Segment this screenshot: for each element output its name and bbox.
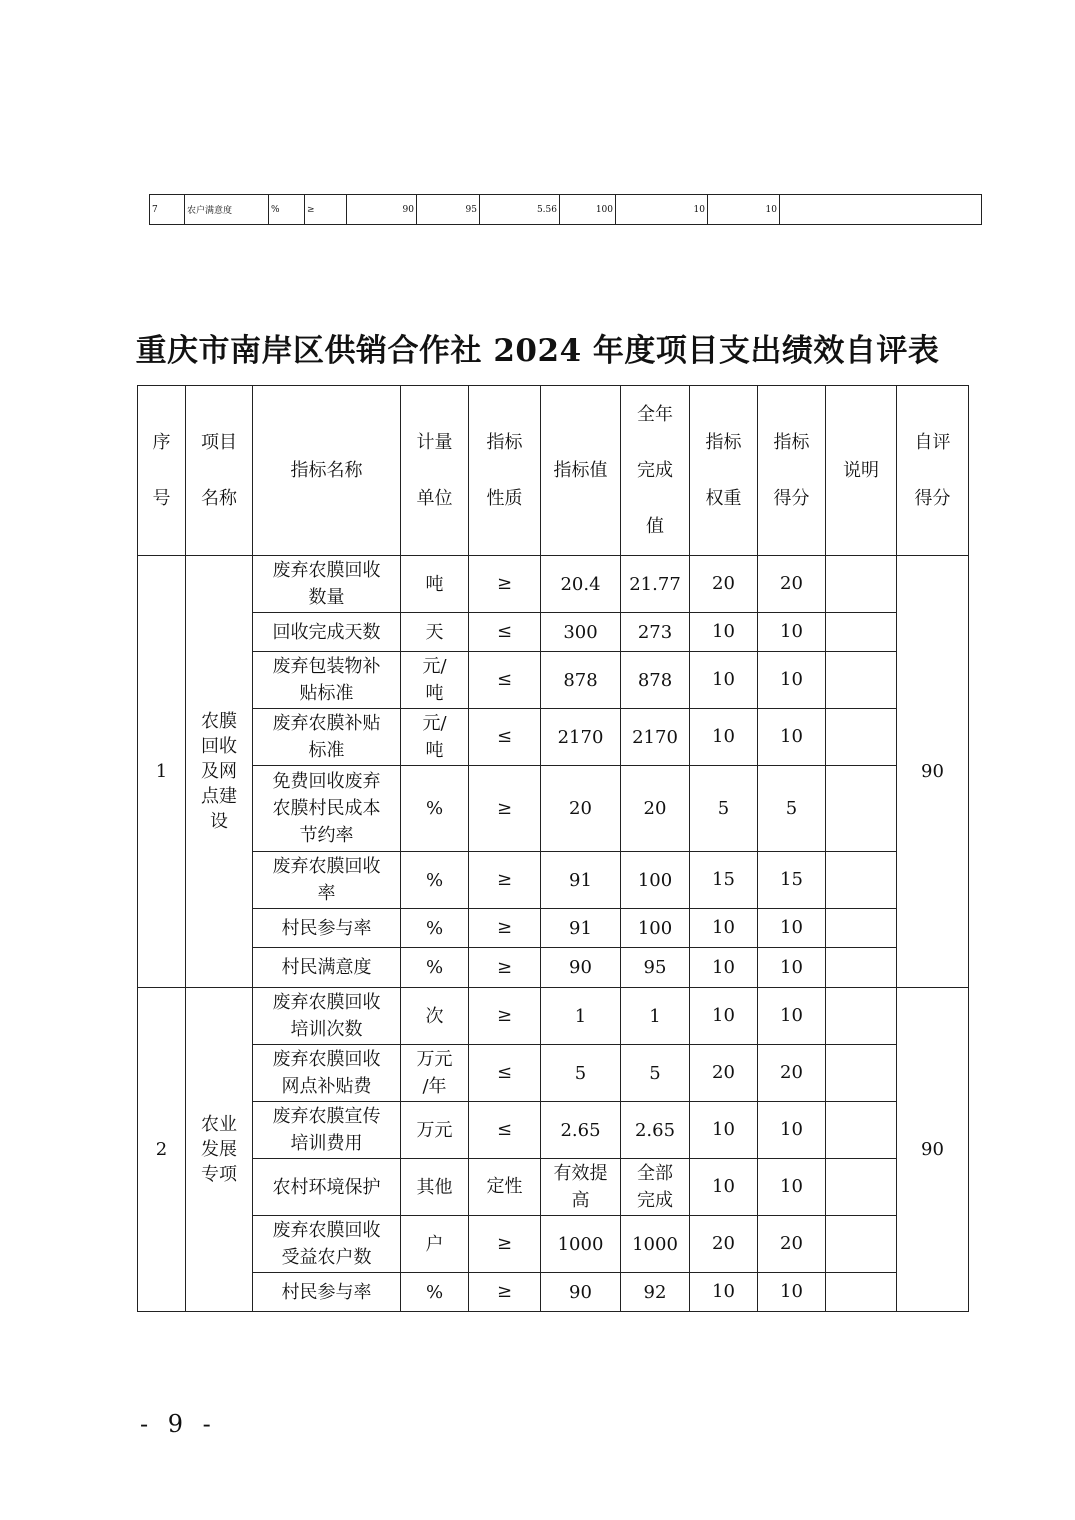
indicator-name-cell xyxy=(253,1159,401,1216)
nature-cell: ≥ xyxy=(305,195,347,225)
target-cell xyxy=(541,1273,621,1312)
weight-cell: 5 xyxy=(690,766,758,852)
indicator-name-cell-line: 网点补贴费 xyxy=(281,1076,372,1097)
actual-cell-line: 1000 xyxy=(632,1233,678,1255)
nature-cell: ≤ xyxy=(469,652,541,709)
indicator-name-cell-line: 节约率 xyxy=(299,825,354,846)
header-unit-line: 单位 xyxy=(416,487,453,509)
target-cell xyxy=(541,948,621,988)
nature-cell: ≤ xyxy=(469,1045,541,1102)
note-cell xyxy=(826,1159,897,1216)
actual-cell xyxy=(621,909,690,948)
indicator-name-cell-line: 废弃农膜回收 xyxy=(272,560,381,581)
target-cell-line: 878 xyxy=(563,669,598,691)
note-cell xyxy=(826,652,897,709)
score-cell: 20 xyxy=(758,556,826,613)
rate-cell: 100 xyxy=(560,195,616,225)
unit-cell xyxy=(401,948,469,988)
unit-cell xyxy=(401,1273,469,1312)
unit-cell xyxy=(401,852,469,909)
note-cell xyxy=(826,613,897,652)
actual-cell-line: 878 xyxy=(637,669,673,691)
table-row xyxy=(138,1216,969,1273)
actual-cell-line: 273 xyxy=(637,621,673,643)
target-cell xyxy=(541,852,621,909)
target-cell-line: 有效提 xyxy=(553,1163,608,1184)
target-cell xyxy=(541,556,621,613)
header-actual-line: 完成 xyxy=(637,459,673,481)
target-cell xyxy=(541,613,621,652)
score-cell: 10 xyxy=(708,195,780,225)
table-row xyxy=(138,948,969,988)
target-cell xyxy=(541,1045,621,1102)
table-row xyxy=(138,1159,969,1216)
unit-cell xyxy=(401,613,469,652)
nature-cell: ≥ xyxy=(469,766,541,852)
seq-cell: 7 xyxy=(150,195,185,225)
table-row xyxy=(138,556,969,613)
header-weight-line: 指标 xyxy=(705,431,742,453)
project-name-cell-line: 回收 xyxy=(201,736,237,757)
indicator-name-cell xyxy=(253,613,401,652)
unit-cell xyxy=(401,1045,469,1102)
target-cell-line: 2.65 xyxy=(560,1119,601,1141)
header-self-score-line: 得分 xyxy=(914,487,951,509)
actual-cell-line: 5 xyxy=(649,1062,661,1084)
unit-cell xyxy=(401,909,469,948)
table-row xyxy=(138,613,969,652)
note-cell xyxy=(826,766,897,852)
unit-cell-line: % xyxy=(425,917,444,939)
table-row xyxy=(138,852,969,909)
actual-cell xyxy=(621,766,690,852)
indicator-name-cell-line: 农村环境保护 xyxy=(272,1176,381,1198)
seq-cell: 1 xyxy=(138,556,186,988)
unit-cell-line: % xyxy=(425,798,444,819)
unit-cell-line: 次 xyxy=(425,1005,444,1027)
weight-cell: 10 xyxy=(616,195,708,225)
header-actual xyxy=(621,386,690,556)
nature-cell: ≤ xyxy=(469,613,541,652)
score-cell: 20 xyxy=(758,1216,826,1273)
actual-cell-line: 92 xyxy=(643,1281,667,1303)
actual-cell-line: 100 xyxy=(637,917,673,939)
project-name-cell-line: 及网 xyxy=(201,761,237,782)
note-cell xyxy=(780,195,982,225)
note-cell xyxy=(826,556,897,613)
weight-cell: 20 xyxy=(690,556,758,613)
actual-cell-line: 1 xyxy=(649,1005,661,1027)
actual-cell-line: 2.65 xyxy=(634,1119,676,1141)
table-row xyxy=(138,709,969,766)
header-score xyxy=(758,386,826,556)
unit-cell-line: 户 xyxy=(425,1233,444,1255)
header-project-line: 项目 xyxy=(201,431,237,453)
unit-cell-line: 吨 xyxy=(425,740,444,761)
header-weight-line: 权重 xyxy=(705,487,742,509)
actual-cell-line: 完成 xyxy=(637,1190,673,1211)
header-nature-line: 指标 xyxy=(486,431,523,453)
header-self-score-line: 自评 xyxy=(914,431,951,453)
unit-cell-line: % xyxy=(425,869,444,891)
weight-cell: 10 xyxy=(690,652,758,709)
header-indicator: 指标名称 xyxy=(253,386,401,556)
header-note: 说明 xyxy=(826,386,897,556)
indicator-name-cell xyxy=(253,556,401,613)
weight-cell: 10 xyxy=(690,1273,758,1312)
indicator-name-cell xyxy=(253,1273,401,1312)
weight-cell: 10 xyxy=(690,909,758,948)
target-cell-line: 高 xyxy=(571,1190,590,1211)
unit-cell-line: 万元 xyxy=(416,1119,453,1141)
header-nature-line: 性质 xyxy=(486,487,523,509)
target-cell-line: 90 xyxy=(569,1281,592,1303)
table-row xyxy=(150,195,982,225)
table-row xyxy=(138,766,969,852)
indicator-name-cell: 农户满意度 xyxy=(185,195,269,225)
score-cell: 5 xyxy=(758,766,826,852)
note-cell xyxy=(826,909,897,948)
nature-cell: ≤ xyxy=(469,1102,541,1159)
score-cell: 15 xyxy=(758,852,826,909)
actual-cell xyxy=(621,613,690,652)
indicator-name-cell-line: 废弃农膜回收 xyxy=(272,856,381,877)
header-unit xyxy=(401,386,469,556)
target-cell-line: 90 xyxy=(569,957,592,978)
table-row xyxy=(138,1102,969,1159)
nature-cell: ≥ xyxy=(469,988,541,1045)
target-cell: 90 xyxy=(347,195,417,225)
score-cell: 10 xyxy=(758,613,826,652)
self-score-cell: 90 xyxy=(897,988,969,1312)
nature-cell: ≤ xyxy=(469,709,541,766)
note-cell xyxy=(826,1045,897,1102)
weight-cell: 10 xyxy=(690,988,758,1045)
unit-cell-line: 吨 xyxy=(425,683,444,704)
target-cell-line: 91 xyxy=(569,869,592,891)
unit-cell-line: % xyxy=(425,1281,444,1303)
table-row xyxy=(138,1273,969,1312)
header-score-line: 得分 xyxy=(773,487,810,509)
indicator-name-cell-line: 农膜村民成本 xyxy=(272,798,381,819)
weight-cell: 20 xyxy=(690,1216,758,1273)
indicator-name-cell-line: 受益农户数 xyxy=(281,1247,372,1268)
actual-cell xyxy=(621,1273,690,1312)
target-cell xyxy=(541,709,621,766)
unit-cell-line: 万元 xyxy=(416,1049,453,1070)
target-cell xyxy=(541,909,621,948)
header-self-score xyxy=(897,386,969,556)
score-cell: 10 xyxy=(758,909,826,948)
actual-cell xyxy=(621,1216,690,1273)
target-cell xyxy=(541,652,621,709)
indicator-name-cell-line: 数量 xyxy=(308,587,345,608)
table-row xyxy=(138,909,969,948)
header-project xyxy=(186,386,253,556)
unit-cell-line: 元/ xyxy=(422,656,447,677)
actual-cell xyxy=(621,556,690,613)
unit-cell-line: 吨 xyxy=(425,573,444,595)
score-cell: 10 xyxy=(758,709,826,766)
target-cell-line: 1 xyxy=(574,1005,587,1027)
target-cell xyxy=(541,766,621,852)
nature-cell: ≥ xyxy=(469,1216,541,1273)
target-cell-line: 91 xyxy=(569,917,592,939)
table-row xyxy=(138,652,969,709)
target-cell xyxy=(541,988,621,1045)
nature-cell: 定性 xyxy=(469,1159,541,1216)
indicator-name-cell xyxy=(253,1045,401,1102)
indicator-name-cell-line: 废弃农膜回收 xyxy=(272,992,381,1013)
unit-cell-line: 天 xyxy=(425,621,444,643)
score-cell: 10 xyxy=(758,988,826,1045)
actual-cell xyxy=(621,709,690,766)
nature-cell: ≥ xyxy=(469,948,541,988)
note-cell xyxy=(826,1102,897,1159)
nature-cell: ≥ xyxy=(469,556,541,613)
indicator-name-cell xyxy=(253,652,401,709)
actual-cell-line: 21.77 xyxy=(629,573,681,595)
unit-cell xyxy=(401,988,469,1045)
indicator-name-cell xyxy=(253,852,401,909)
unit-cell xyxy=(401,766,469,852)
self-evaluation-table xyxy=(137,385,969,1312)
table-body xyxy=(138,556,969,1312)
self-score-cell: 90 xyxy=(897,556,969,988)
score-cell: 10 xyxy=(758,652,826,709)
actual-cell xyxy=(621,652,690,709)
indicator-name-cell-line: 废弃农膜宣传 xyxy=(272,1106,381,1127)
note-cell xyxy=(826,988,897,1045)
score-cell: 10 xyxy=(758,1159,826,1216)
project-name-cell xyxy=(186,556,253,988)
weight-cell: 10 xyxy=(690,709,758,766)
target-cell-line: 1000 xyxy=(557,1233,604,1255)
unit-cell xyxy=(401,652,469,709)
header-project-line: 名称 xyxy=(201,487,237,509)
actual-cell-line: 全部 xyxy=(637,1163,673,1184)
header-unit-line: 计量 xyxy=(416,431,453,453)
target-cell-line: 20.4 xyxy=(560,573,601,595)
project-name-cell-line: 农膜 xyxy=(201,711,237,732)
actual-cell-line: 95 xyxy=(643,957,667,978)
score-cell: 10 xyxy=(758,1102,826,1159)
actual-cell-line: 20 xyxy=(643,798,667,819)
actual-cell xyxy=(621,852,690,909)
target-cell-line: 2170 xyxy=(557,726,604,748)
target-cell-line: 300 xyxy=(563,621,598,643)
indicator-name-cell-line: 废弃农膜回收 xyxy=(272,1220,381,1241)
target-cell-line: 20 xyxy=(569,798,592,819)
header-seq-line: 号 xyxy=(152,487,171,509)
indicator-name-cell xyxy=(253,1102,401,1159)
unit-cell-line: /年 xyxy=(422,1076,447,1097)
weight-cell: 10 xyxy=(690,948,758,988)
header-seq-line: 序 xyxy=(152,431,171,453)
weight-cell: 10 xyxy=(690,1159,758,1216)
project-name-cell-line: 设 xyxy=(210,811,228,832)
indicator-name-cell xyxy=(253,909,401,948)
target-cell-line: 5 xyxy=(574,1062,587,1084)
target-cell xyxy=(541,1159,621,1216)
page-number: - 9 - xyxy=(140,1410,217,1438)
actual-cell-line: 100 xyxy=(637,869,673,891)
indicator-name-cell xyxy=(253,1216,401,1273)
project-name-cell-line: 点建 xyxy=(201,786,237,807)
nature-cell: ≥ xyxy=(469,852,541,909)
note-cell xyxy=(826,709,897,766)
header-target: 指标值 xyxy=(541,386,621,556)
indicator-name-cell-line: 率 xyxy=(317,883,336,904)
indicator-name-cell-line: 村民满意度 xyxy=(281,957,372,978)
indicator-name-cell-line: 村民参与率 xyxy=(281,917,372,939)
indicator-name-cell xyxy=(253,948,401,988)
weight-cell: 10 xyxy=(690,1102,758,1159)
indicator-name-cell xyxy=(253,709,401,766)
seq-cell: 2 xyxy=(138,988,186,1312)
indicator-name-cell-line: 培训费用 xyxy=(290,1133,363,1154)
indicator-name-cell xyxy=(253,766,401,852)
indicator-name-cell-line: 贴标准 xyxy=(299,683,354,704)
score-cell: 10 xyxy=(758,948,826,988)
nature-cell: ≥ xyxy=(469,1273,541,1312)
header-row xyxy=(138,386,969,556)
header-nature xyxy=(469,386,541,556)
note-cell xyxy=(826,1273,897,1312)
header-weight xyxy=(690,386,758,556)
weight-cell: 15 xyxy=(690,852,758,909)
header-seq xyxy=(138,386,186,556)
actual-cell xyxy=(621,1102,690,1159)
project-name-cell-line: 发展 xyxy=(201,1139,237,1160)
unit-cell xyxy=(401,1102,469,1159)
project-name-cell-line: 农业 xyxy=(201,1114,237,1135)
header-actual-line: 值 xyxy=(646,515,664,537)
note-cell xyxy=(826,852,897,909)
target-cell xyxy=(541,1216,621,1273)
unit-cell-line: 元/ xyxy=(422,713,447,734)
header-score-line: 指标 xyxy=(773,431,810,453)
score-cell: 10 xyxy=(758,1273,826,1312)
table-row xyxy=(138,1045,969,1102)
continuation-row-table xyxy=(149,194,982,225)
actual-cell xyxy=(621,1159,690,1216)
actual-cell xyxy=(621,948,690,988)
actual-cell: 95 xyxy=(417,195,480,225)
unit-cell-line: 其他 xyxy=(416,1176,453,1198)
project-name-cell xyxy=(186,988,253,1312)
table-row xyxy=(138,988,969,1045)
unit-cell: % xyxy=(269,195,305,225)
note-cell xyxy=(826,1216,897,1273)
indicator-name-cell xyxy=(253,988,401,1045)
indicator-name-cell-line: 村民参与率 xyxy=(281,1281,372,1303)
target-cell xyxy=(541,1102,621,1159)
indicator-name-cell-line: 废弃农膜补贴 xyxy=(272,713,381,734)
unit-cell xyxy=(401,709,469,766)
indicator-name-cell-line: 免费回收废弃 xyxy=(272,771,381,792)
unit-cell xyxy=(401,1216,469,1273)
indicator-name-cell-line: 培训次数 xyxy=(290,1019,363,1040)
unit-cell xyxy=(401,556,469,613)
document-title: 重庆市南岸区供销合作社 2024 年度项目支出绩效自评表 xyxy=(135,333,940,369)
note-cell xyxy=(826,948,897,988)
weight-cell: 20 xyxy=(690,1045,758,1102)
indicator-name-cell-line: 废弃农膜回收 xyxy=(272,1049,381,1070)
weight-cell: 10 xyxy=(690,613,758,652)
indicator-name-cell-line: 废弃包装物补 xyxy=(272,656,381,677)
score-cell: 20 xyxy=(758,1045,826,1102)
unit-cell xyxy=(401,1159,469,1216)
indicator-name-cell-line: 回收完成天数 xyxy=(272,621,381,643)
deviation-cell: 5.56 xyxy=(480,195,560,225)
unit-cell-line: % xyxy=(425,957,444,978)
nature-cell: ≥ xyxy=(469,909,541,948)
project-name-cell-line: 专项 xyxy=(201,1164,237,1185)
header-actual-line: 全年 xyxy=(637,403,673,425)
actual-cell xyxy=(621,988,690,1045)
actual-cell-line: 2170 xyxy=(632,726,678,748)
actual-cell xyxy=(621,1045,690,1102)
indicator-name-cell-line: 标准 xyxy=(308,740,345,761)
